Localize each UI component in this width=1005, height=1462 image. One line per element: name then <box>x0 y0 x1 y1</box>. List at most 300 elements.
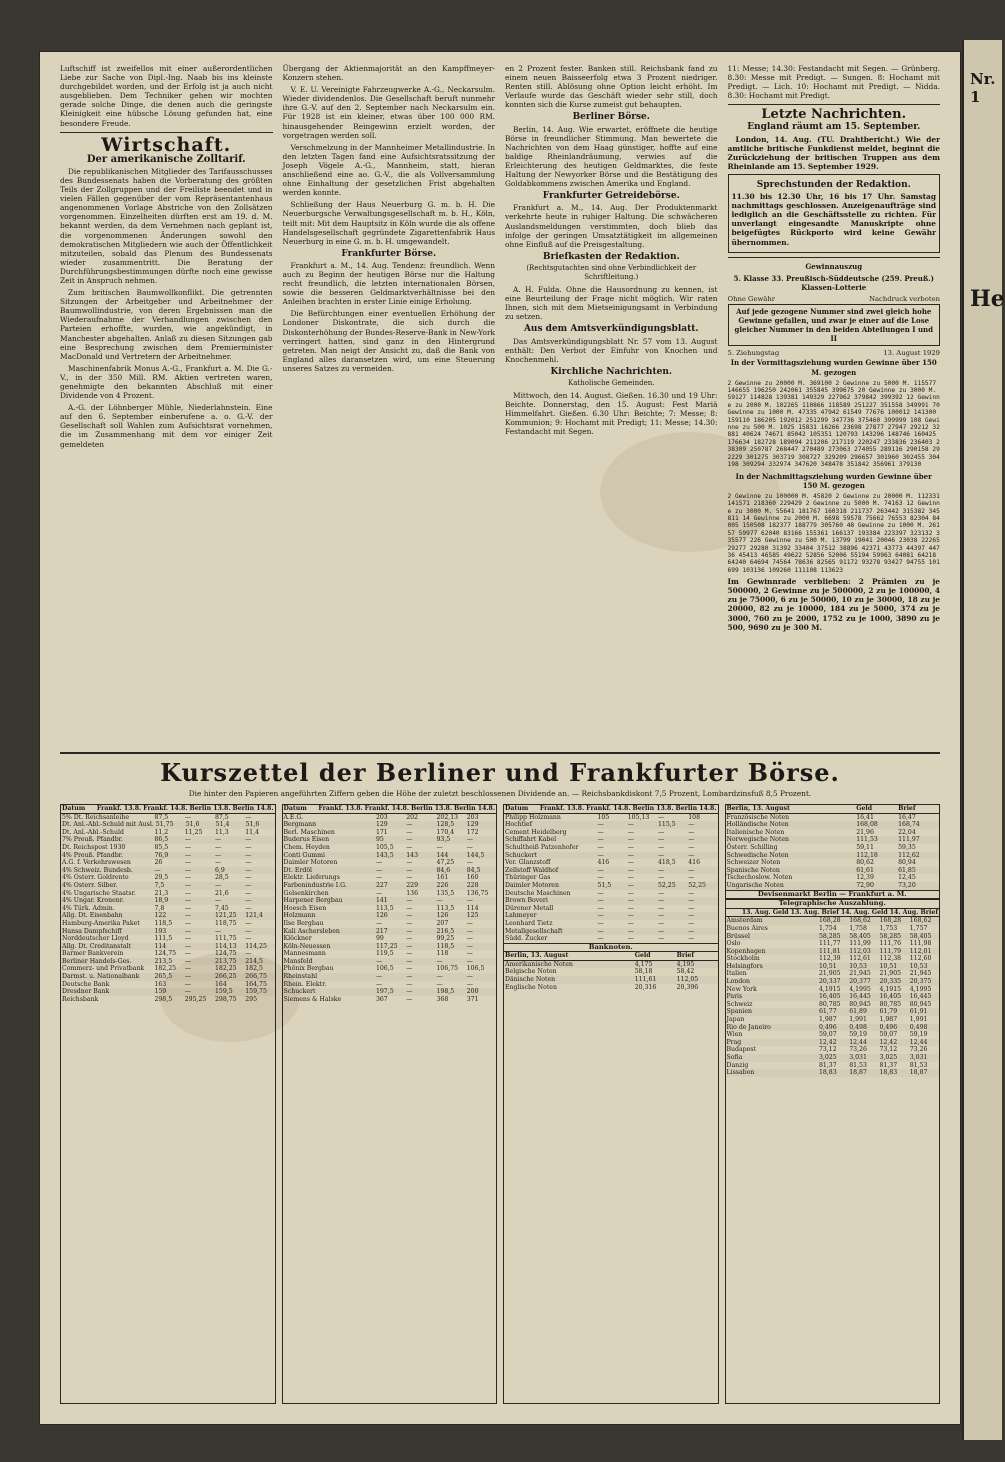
cell-label: Japan <box>726 1016 745 1024</box>
cell-value: Berlin 14.8. <box>232 805 274 812</box>
cell-value: — <box>184 874 191 882</box>
cell-value: 51,4 <box>215 821 230 829</box>
cell-value: 20,396 <box>676 983 699 991</box>
table-row <box>726 814 940 822</box>
cell-value: 3,031 <box>849 1054 867 1061</box>
cell-label: Thüringer Gas <box>505 874 551 882</box>
table-row <box>283 973 497 981</box>
cell-value: 164 <box>214 980 227 988</box>
cell-value: — <box>466 973 473 981</box>
cell-value: — <box>466 942 473 950</box>
cell-label: Kali Aschersleben <box>283 927 340 935</box>
cell-value: — <box>406 965 413 973</box>
cell-value: 16,47 <box>898 813 916 821</box>
table-row <box>726 882 940 890</box>
cell-value: 111,61 <box>634 976 657 984</box>
lottery-copyright: Nachdruck verboten <box>869 294 940 303</box>
cell-value: — <box>184 843 191 851</box>
cell-label: Daimler Motoren <box>505 881 559 889</box>
table-row <box>283 920 497 928</box>
cell-value: 20,316 <box>634 983 657 991</box>
cell-value: 0,498 <box>849 1023 867 1031</box>
cell-value: 0,496 <box>879 1023 898 1031</box>
cell-value: 135,5 <box>436 889 455 897</box>
article-text: Berlin, 14. Aug. Wie erwartet, eröffnete die heutige Börse in freundlicher Stimmung. Man bewertete die Nachrichten von dem Haag günstiger, hoffte auf eine baldige Rheinlandräumung, verwies auf die Erleichterung des heutigen Geldmarktes, die feste Haltung der Newyorker Börse und die Bestätigung des Goldabkommens zwischen Amerika und England. <box>505 124 718 189</box>
cell-value: 168,28 <box>818 917 841 925</box>
table-row <box>726 925 940 933</box>
cell-value: 111,99 <box>849 940 871 948</box>
cell-label: Norwegische Noten <box>726 836 790 844</box>
cell-value: — <box>627 859 634 867</box>
cell-label: Belgische Noten <box>505 968 557 976</box>
cell-value: 76,9 <box>154 851 169 859</box>
cell-value: 1,757 <box>909 924 928 932</box>
lottery-rule-box: Auf jede gezogene Nummer sind zwei gleich hohe Gewinne gefallen, und zwar je einer auf die Lose gleicher Nummer in den beiden Abteilungen I und II <box>728 304 941 346</box>
cell-value: — <box>597 874 604 882</box>
cell-value: — <box>627 897 634 905</box>
cell-value: 367 <box>375 995 388 1003</box>
newspaper-page <box>40 52 960 1424</box>
divider <box>728 104 941 105</box>
cell-value: 21,6 <box>214 889 229 897</box>
table-row <box>61 981 275 989</box>
cell-value: 129 <box>466 821 479 829</box>
lottery-day <box>728 349 941 358</box>
cell-value: — <box>406 843 413 851</box>
cell-value: 80,62 <box>856 859 874 867</box>
table-row <box>726 917 940 925</box>
cell-label: Commerz- und Privatbank <box>62 965 145 973</box>
cell-value: — <box>184 935 191 943</box>
cell-value: 182,25 <box>154 965 177 973</box>
subtable-title: Telegraphische Auszahlung. <box>726 899 940 909</box>
cell-value: — <box>406 866 413 874</box>
cell-label: Oslo <box>726 940 741 948</box>
cell-label: Deutsche Maschinen <box>505 889 571 897</box>
cell-value: — <box>214 897 222 905</box>
cell-value: Berlin 14.8. <box>675 805 717 812</box>
cell-value: — <box>245 919 252 927</box>
cell-value: — <box>245 813 252 821</box>
cell-value: — <box>184 942 191 950</box>
cell-label: Köln-Neuessen <box>283 942 331 950</box>
table-row <box>61 844 275 852</box>
cell-value: — <box>406 912 413 920</box>
cell-value: — <box>627 912 634 920</box>
cell-value: — <box>245 897 252 905</box>
table-row <box>61 852 275 860</box>
cell-value: 168,08 <box>856 821 878 829</box>
cell-value: 11,25 <box>184 828 203 836</box>
headline: Berliner Börse. <box>572 112 650 123</box>
cell-value: — <box>245 904 252 912</box>
table-row <box>283 882 497 890</box>
cell-value: — <box>375 874 383 882</box>
cell-value: 202 <box>406 813 419 821</box>
cell-label: 5% Dt. Reichsanleihe <box>62 813 130 821</box>
cell-value: — <box>597 912 604 920</box>
table-row <box>504 859 718 867</box>
cell-label: Rio de Janeiro <box>726 1023 771 1031</box>
stock-table-3 <box>503 804 719 1404</box>
table-row <box>61 928 275 936</box>
cell-value: 80,945 <box>849 1000 871 1008</box>
cell-value: — <box>597 897 604 905</box>
stock-table-1 <box>60 804 276 1404</box>
cell-value: — <box>688 935 695 943</box>
cell-label <box>726 909 741 917</box>
cell-value: 59,19 <box>909 1031 928 1039</box>
cell-label: Schweiz <box>726 1000 753 1008</box>
article-text: A.-G. der Löhnberger Mühle, Niederlahnstein. Eine auf den 6. September einberufene a. o. G.-V. der Gesellschaft soll Wahlen zum Aufsichtsrat vornehmen, die im Zusammenhang mit dem vor einiger Zeit gemeldeten <box>60 403 273 449</box>
table-row <box>61 973 275 981</box>
cell-value: 168,62 <box>909 917 932 925</box>
cell-label: Italienische Noten <box>726 828 785 836</box>
cell-value: — <box>466 897 473 905</box>
cell-label: 4% Türk. Admin. <box>62 904 115 912</box>
cell-value: 1,758 <box>849 924 867 932</box>
cell-value: 1,991 <box>909 1016 928 1024</box>
cell-label: Farbenindustrie I.G. <box>283 881 347 889</box>
cell-value: 20,337 <box>818 978 841 986</box>
table-row <box>61 836 275 844</box>
cell-value: — <box>245 935 252 943</box>
cell-value: 114 <box>466 904 479 912</box>
cell-value: — <box>466 927 473 935</box>
cell-value: — <box>406 935 413 943</box>
cell-value: — <box>184 889 191 897</box>
board-title: Kurszettel der Berliner und Frankfurter Börse. <box>60 752 940 787</box>
cell-value: 197,5 <box>375 988 394 996</box>
article-text: Das Amtsverkündigungsblatt Nr. 57 vom 13. August enthält: Den Verbot der Einfuhr von Knochen und Knochenmehl. <box>505 336 718 364</box>
table-row <box>726 948 940 956</box>
cell-label: Schiffahrt Kabel <box>505 836 557 844</box>
subheading: Katholische Gemeinden. <box>568 378 655 387</box>
cell-label: Hochtief <box>505 821 532 829</box>
table-row <box>283 852 497 860</box>
cell-value: 1,987 <box>879 1016 898 1024</box>
afternoon-draw-heading: In der Nachmittagsziehung wurden Gewinne über 150 M. gezogen <box>735 471 932 490</box>
cell-value: — <box>657 912 665 920</box>
cell-value: — <box>657 813 665 821</box>
cell-value: 11,2 <box>154 828 169 836</box>
cell-value: 126 <box>375 912 388 920</box>
table-row <box>61 859 275 867</box>
cell-value: — <box>436 897 443 905</box>
cell-label: Elektr. Lieferungs <box>283 874 340 882</box>
cell-value: 203 <box>375 813 388 821</box>
cell-value: 81,53 <box>849 1061 867 1069</box>
table-row <box>61 829 275 837</box>
cell-value: 12,44 <box>849 1038 867 1046</box>
cell-label: Phönix Bergbau <box>283 965 334 973</box>
cell-value: — <box>657 866 665 874</box>
lottery-subtitle: 5. Klasse 33. Preußisch-Süddeutsche (259. Preuß.) Klassen-Lotterie <box>733 273 934 292</box>
table-row <box>504 961 718 969</box>
table-row <box>504 905 718 913</box>
table-row <box>283 988 497 996</box>
table-row <box>61 988 275 996</box>
cell-value: 106,5 <box>466 965 485 973</box>
headline: Briefkasten der Redaktion. <box>542 251 680 262</box>
cell-label: Philipp Holzmann <box>505 813 561 821</box>
cell-label: Schwedische Noten <box>726 851 789 859</box>
cell-label: Mansfeld <box>283 957 313 965</box>
article-text: V. E. U. Vereinigte Fahrzeugwerke A.-G., Neckarsulm. Wieder dividendenlos. Die Gesellschaft beruft nunmehr ihre G.-V. auf den 2. September nach Neckarsulm ein. Für 1928 ist ein kleiner, etwas über 100 000 RM. hinausgehender Reingewinn erzielt worden, der vorgetragen werden soll. <box>282 85 495 140</box>
cell-value: — <box>184 866 191 874</box>
subtable-title: Devisenmarkt Berlin — Frankfurt a. M. <box>726 890 940 900</box>
headline: Letzte Nachrichten. <box>761 107 907 123</box>
cell-value: — <box>688 919 695 927</box>
cell-label: Dt. Reichspost 1930 <box>62 843 126 851</box>
table-row <box>61 897 275 905</box>
cell-label: Rheinstahl <box>283 973 318 981</box>
cell-value: 6,9 <box>214 866 225 874</box>
board-subtitle: Die hinter den Papieren angeführten Ziffern geben die Höhe der zuletzt beschlossenen Dividende an. — Reichsbankdiskont 7,5 Prozent, Lombardzinsfuß 8,5 Prozent. <box>188 789 812 798</box>
cell-value: — <box>688 828 695 836</box>
table-row <box>726 970 940 978</box>
cell-value: — <box>688 889 695 897</box>
cell-label: New York <box>726 985 757 993</box>
cell-value: — <box>688 851 695 859</box>
cell-value: — <box>597 889 604 897</box>
table-header <box>61 805 275 814</box>
cell-value: — <box>657 897 665 905</box>
table-row <box>283 867 497 875</box>
cell-value: — <box>466 950 473 958</box>
cell-value: 58,285 <box>818 932 841 940</box>
cell-value: 159,5 <box>214 988 233 996</box>
cell-value: 126 <box>436 912 449 920</box>
cell-label: Amerikanische Noten <box>505 960 573 968</box>
cell-value: 73,12 <box>818 1046 837 1054</box>
cell-value: 164,75 <box>245 980 267 988</box>
cell-value: 202,13 <box>436 813 459 821</box>
article-text: Maschinenfabrik Monus A.-G., Frankfurt a. M. Die G.-V., in der 350 Mill. RM. Aktien vertreten waren, genehmigte den bekannten Abschluß mit einer Dividende von 4 Prozent. <box>60 363 273 401</box>
cell-value: 93,5 <box>436 836 451 844</box>
headline: Frankfurter Börse. <box>341 248 437 259</box>
cell-value: — <box>184 980 191 988</box>
cell-value: 12,39 <box>856 874 874 882</box>
cell-value: — <box>184 927 191 935</box>
cell-label: Cement Heidelberg <box>505 828 567 836</box>
table-row <box>726 1008 940 1016</box>
cell-label: Englische Noten <box>505 983 557 991</box>
cell-value: 29,5 <box>154 874 169 882</box>
cell-label: Gelsenkirchen <box>283 889 329 897</box>
cell-value: 16,445 <box>849 993 871 1001</box>
cell-value: 217 <box>375 927 388 935</box>
cell-value: 112,61 <box>849 955 871 963</box>
table-row <box>61 950 275 958</box>
cell-value: 10,51 <box>879 962 898 970</box>
cell-value: 124,75 <box>154 950 177 958</box>
table-row <box>504 935 718 943</box>
table-row <box>726 1001 940 1009</box>
cell-value: 125 <box>466 912 479 920</box>
cell-label: Barmer Bankverein <box>62 950 124 958</box>
cell-value: 73,12 <box>879 1046 898 1054</box>
cell-value: 265,5 <box>154 973 173 981</box>
cell-value: 16,405 <box>879 993 902 1001</box>
cell-value: 226 <box>436 881 449 889</box>
headline: Kirchliche Nachrichten. <box>550 366 673 377</box>
cell-value: — <box>406 927 413 935</box>
table-row <box>61 943 275 951</box>
cell-value: 3,025 <box>879 1054 898 1061</box>
lottery-numbers: 2 Gewinne zu 100000 M. 45820 2 Gewinne zu 20000 M. 112331 141571 218360 229429 2 Gewinne zu 5000 M. 74163 12 Gewinne zu 3000 M. 55641 181767 160318 211737 263442 315382 345811 14 Gewinne zu 2000 M. 6698 59578 75662 76553 82304 84005 150508 182377 188779 305760 48 Gewinne zu 1000 M. 26157 59977 62040 83166 155361 166137 193384 223397 323132 335577 226 Gewinne zu 500 M. 13799 19041 20046 23038 22265 29277 29280 31392 33404 37512 38896 42371 43773 44397 44736 45413 46585 49622 52856 52006 55194 59963 64081 64218 64240 64694 74564 78636 82565 91172 93278 93427 94755 101699 103136 109260 111108 113623 <box>727 492 940 574</box>
table-row <box>283 890 497 898</box>
cell-label: Conti Gummi <box>283 851 326 859</box>
article-text: Übergang der Aktienmajorität an den Kampffmeyer-Konzern stehen. <box>282 64 495 83</box>
cell-label: 4% Osterr. Silber. <box>62 881 118 889</box>
cell-label: 4% Ungar. Kronenr. <box>62 897 125 905</box>
table-row <box>61 965 275 973</box>
cell-label: Amsterdam <box>726 917 763 925</box>
cell-value: 87,5 <box>214 813 229 821</box>
article-text: Frankfurt a. M., 14. Aug. Der Produktenmarkt verkehrte heute in ruhiger Haltung. Die schwächeren Auslandsmeldungen verstimmten, doch blieb das infolge der geringen Umsatztätigkeit im allgemeinen ohne Einfluß auf die Preisgestaltung. <box>505 203 718 249</box>
cell-value: — <box>406 957 413 965</box>
cell-value: — <box>688 904 695 912</box>
cell-value: — <box>245 950 252 958</box>
cell-value: 108 <box>688 813 701 821</box>
cell-value: 112,05 <box>676 976 699 984</box>
cell-value: Frankf. 14.8. <box>586 805 631 812</box>
cell-value: — <box>184 881 191 889</box>
cell-value: — <box>375 866 383 874</box>
cell-value: 80,945 <box>909 1000 932 1008</box>
cell-label: Dt. Anl.-Abl.-Schuld mit Ausl. <box>62 821 154 829</box>
cell-value: 143 <box>406 851 419 859</box>
cell-value: 20,377 <box>849 978 871 986</box>
cell-label: Reichsbank <box>62 995 99 1003</box>
cell-label: Danzig <box>726 1061 749 1069</box>
cell-value: — <box>375 973 383 981</box>
table-header <box>283 805 497 814</box>
cell-value: 61,85 <box>898 866 916 874</box>
cell-value: 371 <box>466 995 479 1003</box>
cell-value: 144 <box>436 851 449 859</box>
cell-value: 3,025 <box>818 1054 837 1061</box>
table-row <box>283 905 497 913</box>
cell-value: 368 <box>436 995 449 1003</box>
cell-value: — <box>657 935 665 943</box>
article-text: Zum britischen Baumwollkonflikt. Die getrennten Sitzungen der Arbeitgeber und Arbeitnehmer der Baumwollindustrie, von deren Ergebnissen man die Wiederaufnahme der Verhandlungen zwischen den Parteien erhoffte, wurden, wie angekündigt, in Manchester abgehalten. Anlaß zu diesen Sitzungen gab eine Besprechung zwischen dem Premierminister MacDonald und Vertretern der Arbeitnehmer. <box>60 288 273 361</box>
cell-value: — <box>214 881 222 889</box>
table-row <box>61 874 275 882</box>
cell-value: 28,5 <box>214 874 229 882</box>
cell-value: 111,97 <box>898 836 920 844</box>
cell-value: 81,37 <box>818 1061 837 1069</box>
cell-value: 73,26 <box>849 1046 867 1054</box>
cell-value: — <box>245 874 252 882</box>
adjacent-page-text: He <box>970 286 1005 312</box>
cell-value: 111,98 <box>909 940 932 948</box>
cell-value: — <box>657 889 665 897</box>
cell-value: — <box>627 836 634 844</box>
cell-value: 200 <box>466 988 479 996</box>
stock-board <box>60 752 940 1412</box>
notice-box <box>728 174 941 253</box>
table-row <box>726 852 940 860</box>
cell-value: 87,5 <box>154 813 169 821</box>
cell-value: 416 <box>688 859 701 867</box>
cell-value: 129 <box>375 821 388 829</box>
table-row <box>504 897 718 905</box>
cell-value: 114,13 <box>214 942 237 950</box>
table-row <box>726 836 940 844</box>
headline: Frankfurter Getreidebörse. <box>542 191 680 202</box>
cell-value: 14. Aug. Geld <box>840 908 888 916</box>
cell-value: 20,375 <box>909 978 932 986</box>
table-row <box>726 978 940 986</box>
cell-value: 266,25 <box>214 973 237 981</box>
cell-value: — <box>406 942 413 950</box>
headline: Sprechstunden der Redaktion. <box>756 179 911 190</box>
table-row <box>726 859 940 867</box>
cell-label: Berlin, 13. August <box>505 952 569 960</box>
cell-label: Sofia <box>726 1054 743 1061</box>
table-row <box>504 882 718 890</box>
table-row <box>504 814 718 822</box>
headline: England räumt am 15. September. <box>747 122 921 133</box>
cell-value: — <box>436 957 443 965</box>
cell-value: 7,8 <box>154 904 165 912</box>
cell-value: 121,25 <box>214 912 237 920</box>
cell-value: 105,5 <box>375 843 394 851</box>
cell-value: — <box>597 866 604 874</box>
table-row <box>504 912 718 920</box>
note: (Rechtsgutachten sind ohne Verbindlichkeit der Schriftleitung.) <box>526 263 697 281</box>
cell-label: Siemens & Halske <box>283 995 342 1003</box>
cell-value: — <box>657 904 665 912</box>
table-row <box>726 993 940 1001</box>
cell-value: 20,335 <box>879 978 902 986</box>
cell-label: Datum <box>505 805 529 812</box>
cell-value: 168,62 <box>849 917 871 925</box>
lottery-meta <box>728 295 941 304</box>
cell-value: — <box>406 836 413 844</box>
table-row <box>726 963 940 971</box>
cell-value: 21,905 <box>818 970 841 978</box>
cell-value: 119,5 <box>375 950 394 958</box>
cell-value: 4,1995 <box>849 985 871 993</box>
cell-value: — <box>688 821 695 829</box>
cell-value: 81,37 <box>879 1061 898 1069</box>
cell-value: 51,6 <box>185 821 200 829</box>
cell-value: 213,5 <box>154 957 173 965</box>
table-row <box>726 1062 940 1070</box>
cell-value: 136 <box>406 889 419 897</box>
cell-value: 10,53 <box>849 962 867 970</box>
cell-value: — <box>245 859 252 867</box>
table-row <box>283 965 497 973</box>
cell-value: — <box>184 973 191 981</box>
cell-value: — <box>184 950 191 958</box>
cell-value: 114 <box>154 942 167 950</box>
cell-label: Buenos Aires <box>726 924 768 932</box>
table-header <box>726 909 940 918</box>
cell-value: 7,5 <box>154 881 165 889</box>
cell-value: — <box>627 904 634 912</box>
cell-value: — <box>406 897 413 905</box>
cell-value: — <box>657 919 665 927</box>
cell-value: 161 <box>436 874 449 882</box>
cell-value: — <box>466 843 473 851</box>
cell-value: 118,5 <box>436 942 455 950</box>
stock-tables <box>60 804 940 1404</box>
cell-value: — <box>184 965 191 973</box>
